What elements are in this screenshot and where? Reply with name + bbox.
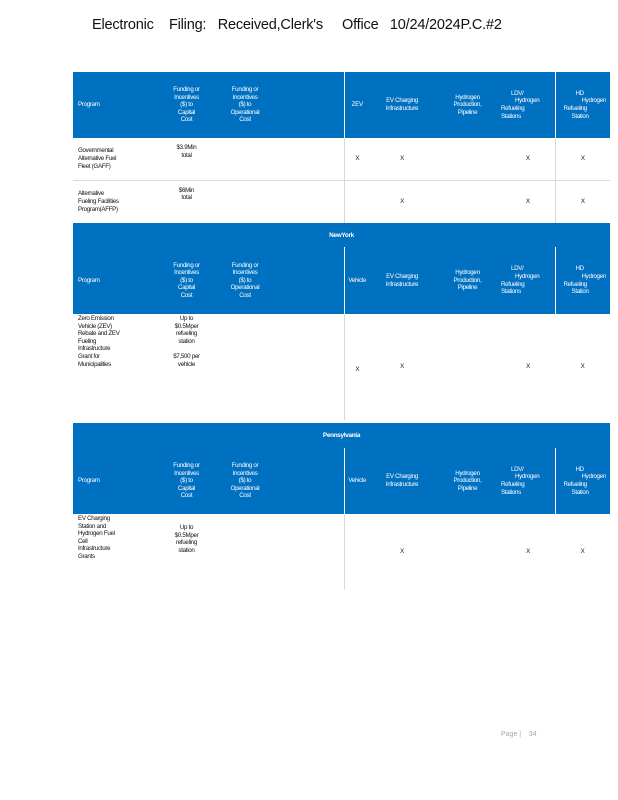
text-line: Stations [501, 288, 521, 296]
text-line: Municipalities [78, 360, 111, 368]
text-line: $3.9Min [176, 144, 197, 151]
funding-table-newyork [73, 223, 610, 420]
text-line: $0.5Mper [174, 531, 199, 539]
text-line: Production, [453, 276, 482, 284]
text-line: Hydrogen [515, 97, 540, 105]
filing-header: Electronic Filing: Received,Clerk's Office 10/24/2024P.C.#2 [92, 17, 502, 33]
program-name [73, 180, 156, 223]
text-line: ($) to [180, 477, 193, 485]
hd-mark: X [555, 180, 610, 223]
text-line: Cell [78, 537, 88, 545]
text-line: Incentives [174, 269, 199, 277]
col-ldv-hydrogen [501, 247, 555, 314]
text-line: Funding or [231, 86, 259, 94]
text-line: Funding or [173, 86, 200, 94]
col-funding-capital [156, 72, 217, 138]
text-line: Infrastructure [385, 481, 419, 488]
state-title: Pennsylvania [73, 423, 610, 448]
col-funding-operational [217, 72, 344, 138]
text-line: Station [571, 288, 589, 296]
text-line: EV Charging [386, 272, 418, 280]
col-vehicle: Vehicle [344, 247, 370, 314]
table-header-row [73, 247, 610, 314]
text-line: Capital [177, 108, 196, 116]
col-hydrogen-production [434, 448, 501, 514]
text-line: Infrastructure [385, 105, 419, 112]
text-line: Zero Emission [78, 315, 114, 322]
text-line: $7,500 per [173, 352, 200, 360]
text-line: ($) to [238, 101, 252, 109]
capital-funding [156, 138, 217, 180]
ldv-mark: X [526, 548, 530, 556]
col-hd-hydrogen [555, 72, 610, 138]
text-line: refueling [175, 539, 198, 547]
text-line: LDV/ [511, 465, 524, 473]
col-funding-operational [217, 247, 344, 314]
text-line: Program(AFFP) [78, 205, 118, 213]
text-line: Up to [179, 524, 194, 531]
text-line: Station [571, 488, 589, 496]
text-line: EV Charging [78, 515, 110, 522]
text-line: Fueling Facilities [78, 197, 119, 205]
text-line: refueling [175, 330, 198, 338]
col-ev-charging [370, 72, 434, 138]
state-row [73, 423, 610, 448]
text-line: Fleet (GAFF) [78, 162, 111, 170]
ev-mark: X [400, 197, 404, 205]
text-line: Pipeline [457, 284, 478, 292]
text-line: Operational [230, 108, 260, 116]
text-line: total [181, 151, 192, 159]
text-line: Infrastructure [385, 280, 419, 288]
ldv-mark: X [501, 138, 555, 180]
table-row [73, 180, 610, 223]
text-line: Cost [180, 116, 193, 124]
text-line: Production, [453, 101, 482, 109]
col-program: Program [73, 247, 156, 314]
text-line: Alternative [78, 190, 104, 198]
ev-mark: X [370, 138, 434, 180]
text-line: Production, [453, 477, 482, 485]
text-line: LDV/ [511, 265, 524, 273]
text-line: Incentives [232, 93, 258, 101]
state-title: NewYork [73, 223, 610, 247]
text-line: Governmental [78, 147, 114, 155]
capital-funding [156, 514, 217, 590]
text-line: Cost [180, 492, 193, 500]
col-hd-hydrogen [555, 448, 610, 514]
text-line: Hydrogen [455, 93, 480, 101]
text-line: ($) to [238, 477, 252, 485]
text-line: Cost [180, 291, 193, 299]
text-line: Refueling [563, 105, 587, 112]
text-line: HD [575, 465, 584, 473]
text-line: Grants [78, 552, 95, 560]
col-program: Program [73, 448, 156, 514]
ev-mark: X [400, 548, 404, 556]
state-row [73, 223, 610, 247]
text-line: Hydrogen [515, 473, 540, 481]
table-row [73, 314, 610, 420]
text-line: Funding or [231, 261, 259, 269]
text-line: HD [575, 265, 584, 273]
text-line: Cost [239, 492, 251, 500]
text-line: Up to [179, 315, 194, 322]
text-line: HD [575, 89, 584, 97]
text-line: Fueling [78, 337, 97, 345]
col-hydrogen-production [434, 72, 501, 138]
text-line: Incentives [174, 469, 199, 477]
text-line: Hydrogen Fuel [78, 530, 115, 538]
text-line: Stations [501, 488, 521, 496]
text-line: Refueling [563, 481, 587, 488]
text-line: $0.5Mper [174, 322, 199, 330]
text-line: Pipeline [457, 108, 478, 116]
text-line: Operational [230, 284, 260, 292]
zev-mark: X [344, 138, 370, 180]
text-line: Stations [501, 112, 521, 120]
text-line: Funding or [173, 261, 200, 269]
text-line: Capital [177, 284, 196, 292]
table-row [73, 514, 610, 590]
capital-funding [156, 314, 217, 420]
text-line: Incentives [232, 269, 258, 277]
program-name [73, 514, 156, 590]
text-line: Alternative Fuel [78, 154, 117, 162]
program-name [73, 314, 156, 420]
text-line: Hydrogen [581, 473, 606, 481]
text-line: Hydrogen [581, 97, 606, 105]
col-hydrogen-production [434, 247, 501, 314]
table-header-row [73, 448, 610, 514]
text-line: Incentives [174, 93, 199, 101]
text-line: Operational [230, 484, 260, 492]
text-line: Refueling [501, 105, 525, 112]
text-line: Station [571, 112, 589, 120]
col-ev-charging [370, 247, 434, 314]
hd-mark: X [580, 363, 585, 371]
capital-funding [156, 180, 217, 223]
text-line: Refueling [501, 280, 525, 288]
text-line: total [181, 194, 192, 202]
ev-mark: X [400, 363, 404, 371]
text-line: Station and [78, 522, 107, 530]
col-hd-hydrogen [555, 247, 610, 314]
text-line: Refueling [501, 481, 525, 488]
text-line: Grant for [78, 352, 100, 360]
col-ldv-hydrogen [501, 72, 555, 138]
ldv-mark: X [526, 363, 530, 371]
text-line: Hydrogen [455, 269, 480, 277]
text-line: EV Charging [386, 473, 418, 481]
text-line: Hydrogen [515, 272, 540, 280]
text-line: vehicle [177, 360, 196, 368]
text-line: station [178, 546, 195, 554]
text-line: Rebate and ZEV [78, 330, 120, 338]
ldv-mark: X [525, 197, 530, 205]
text-line: ($) to [180, 101, 193, 109]
text-line: station [178, 337, 195, 345]
text-line: Incentives [232, 469, 258, 477]
text-line: Infrastructure [78, 545, 111, 553]
col-vehicle: Vehicle [344, 448, 370, 514]
text-line: EV Charging [386, 97, 418, 105]
text-line: Hydrogen [581, 272, 606, 280]
hd-mark: X [555, 138, 610, 180]
col-ldv-hydrogen [501, 448, 555, 514]
text-line: Cost [239, 116, 251, 124]
text-line: Vehicle (ZEV) [78, 322, 112, 330]
text-line: LDV/ [511, 89, 524, 97]
col-zev: ZEV [344, 72, 370, 138]
funding-table-pennsylvania [73, 423, 610, 590]
col-program: Program [73, 72, 156, 138]
text-line: Hydrogen [455, 469, 480, 477]
text-line: Funding or [231, 462, 259, 470]
text-line: ($) to [238, 276, 252, 284]
text-line: Capital [177, 484, 196, 492]
text-line [156, 345, 217, 353]
table-row [73, 138, 610, 180]
col-funding-operational [217, 448, 344, 514]
page-number: Page | 34 [501, 731, 537, 738]
funding-table-1 [73, 72, 610, 223]
vehicle-mark: X [344, 314, 370, 420]
table-header-row [73, 72, 610, 138]
col-funding-capital [156, 448, 217, 514]
col-funding-capital [156, 247, 217, 314]
text-line: Infrastructure [78, 345, 111, 353]
col-ev-charging [370, 448, 434, 514]
text-line: ($) to [180, 276, 193, 284]
text-line: Cost [239, 291, 251, 299]
hd-mark: X [580, 548, 585, 556]
text-line: Funding or [173, 462, 200, 470]
text-line: Pipeline [457, 484, 478, 492]
program-name [73, 138, 156, 180]
text-line: $6Min [178, 186, 195, 194]
text-line: Refueling [563, 280, 587, 288]
